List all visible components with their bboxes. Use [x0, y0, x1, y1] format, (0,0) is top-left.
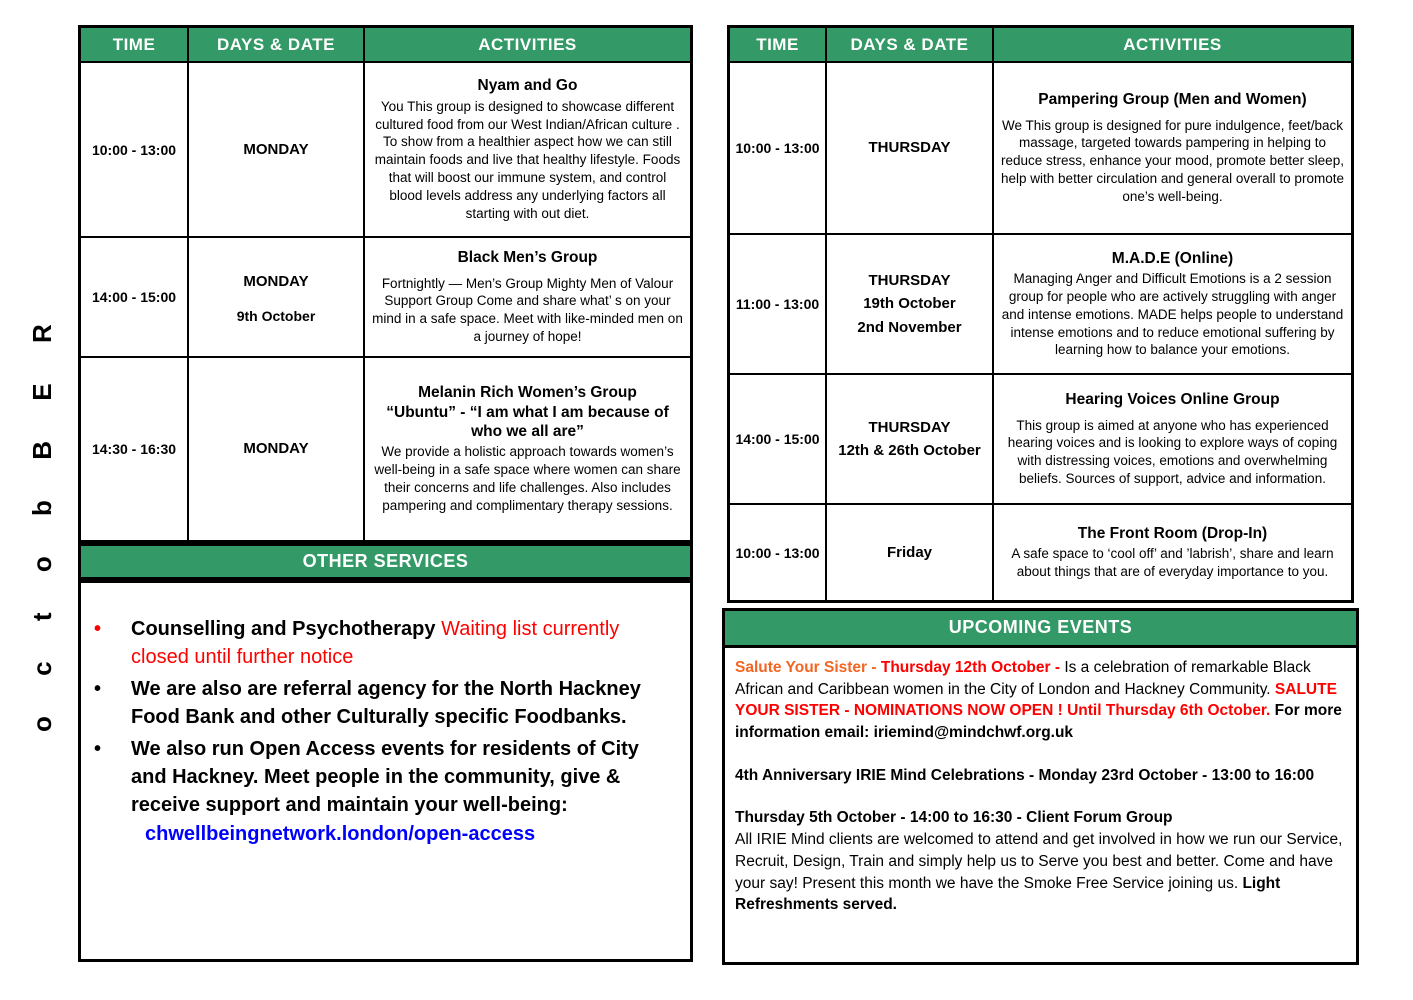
activity-title: The Front Room (Drop-In) [1077, 525, 1268, 542]
client-forum-title: Thursday 5th October - 14:00 to 16:30 - Client Forum Group [735, 809, 1173, 827]
bullet-open-access: • We also run Open Access events for residents of City and Hackney. Meet people in the community, give & receive support and maintain your well-being: [81, 735, 676, 820]
header-time: TIME [81, 28, 189, 63]
time-cell: 14:30 - 16:30 [81, 358, 189, 540]
time-cell: 14:00 - 15:00 [81, 238, 189, 358]
activity-body: We This group is designed for pure indulgence, feet/back massage, targeted towards pampering in helping to reduce stress, enhance your mood, promote better sleep, help with better circulation and general overall to promote one’s well-being. [1001, 117, 1344, 204]
activity-body: Fortnightly — Men’s Group Mighty Men of Valour Support Group Come and share what’ s on your mind in a safe space. Meet with like-minded men on a journey of hope! [372, 275, 683, 344]
refreshments-note: Light Refreshments served. [735, 874, 1281, 914]
activity-title: Nyam and Go [477, 77, 578, 95]
open-access-link-line [145, 823, 676, 846]
event-salute-your-sister [735, 657, 1344, 744]
activity-cell [994, 235, 1351, 375]
header-time: TIME [730, 28, 827, 63]
event-client-forum [735, 807, 1344, 915]
bullet-counselling [81, 615, 676, 672]
activity-body: Managing Anger and Difficult Emotions is a 2 session group for people who are actively struggling with anger and intense emotions. MADE helps people to understand intense emotions and to reduce emotional suffering by learning how to balance your emotions. [1001, 271, 1344, 358]
time-cell: 14:00 - 15:00 [730, 375, 827, 505]
activity-subtitle: “Ubuntu” - “I am what I am because of who we all are” [386, 403, 669, 441]
monday-schedule-table [78, 25, 693, 543]
day-cell: THURSDAY [827, 63, 994, 235]
waiting-list-notice: Waiting list currently closed until further notice [131, 618, 620, 669]
activity-title: Hearing Voices Online Group [1065, 391, 1280, 409]
activity-cell [365, 63, 690, 238]
thursday-friday-schedule-table [727, 25, 1354, 603]
salute-label: Salute Your Sister - [735, 659, 881, 676]
day-cell: MONDAY 9th October [189, 238, 365, 358]
vertical-month-label: octobBER [27, 283, 57, 733]
bullet-foodbank: • We are also are referral agency for the North Hackney Food Bank and other Culturally specific Foodbanks. [81, 675, 676, 732]
activity-title: Melanin Rich Women’s Group [418, 384, 637, 402]
upcoming-events-box [722, 608, 1359, 965]
other-services-box [78, 580, 693, 962]
day-cell: Friday [827, 505, 994, 600]
activity-cell [994, 375, 1351, 505]
upcoming-events-body [725, 648, 1356, 916]
open-access-link[interactable]: chwellbeingnetwork.london/open-access [145, 822, 536, 845]
event-anniversary: 4th Anniversary IRIE Mind Celebrations - Monday 23rd October - 13:00 to 16:00 [735, 766, 1315, 784]
upcoming-events-header: UPCOMING EVENTS [725, 611, 1356, 648]
activity-body: You This group is designed to showcase different cultured food from our West Indian/African culture . To show from a healthier aspect how we can still maintain foods and live that healthy lifestyle. Foods that will boost our immune system, and control blood levels address any underlying factors all starting with out diet. [374, 98, 681, 221]
activity-cell [365, 358, 690, 540]
activity-cell [365, 238, 690, 358]
bullet-counselling-label: Counselling and Psychotherapy [131, 618, 442, 640]
header-days-date: DAYS & DATE [827, 28, 994, 63]
activity-cell [994, 63, 1351, 235]
nominations-notice: SALUTE YOUR SISTER - NOMINATIONS NOW OPEN ! Until Thursday 6th October. [735, 680, 1337, 720]
day-cell: MONDAY [189, 63, 365, 238]
header-activities: ACTIVITIES [365, 28, 690, 63]
activity-body: A safe space to ‘cool off’ and ’labrish’, share and learn about things that are of everyday importance to you. [1011, 546, 1334, 580]
day-cell: THURSDAY 12th & 26th October [827, 375, 994, 505]
day-cell: THURSDAY 19th October 2nd November [827, 235, 994, 375]
time-cell: 10:00 - 13:00 [81, 63, 189, 238]
header-days-date: DAYS & DATE [189, 28, 365, 63]
activity-cell [994, 505, 1351, 600]
day-cell: MONDAY [189, 358, 365, 540]
salute-contact-email: For more information email: iriemind@mindchwf.org.uk [735, 702, 1342, 742]
salute-date: Thursday 12th October - [880, 659, 1065, 676]
header-activities: ACTIVITIES [994, 28, 1351, 63]
activity-body: We provide a holistic approach towards women’s well-being in a safe space where women can share their concerns and life challenges. Also includes pampering and complimentary therapy sessions. [374, 444, 681, 513]
activity-title: Pampering Group (Men and Women) [1038, 91, 1307, 109]
client-forum-description: All IRIE Mind clients are welcomed to attend and get involved in how we run our Service, Recruit, Design, Train and simply help us to Serve you best and better. Come and have your say! Present this month we have the Smoke Free Service joining us. [735, 831, 1343, 892]
activity-body: This group is aimed at anyone who has experienced hearing voices and is looking to explore ways of coping with distressing voices, emotions and overwhelming beliefs. Sources of support, advice and information. [1007, 417, 1338, 486]
activity-title: M.A.D.E (Online) [1111, 249, 1234, 267]
time-cell: 11:00 - 13:00 [730, 235, 827, 375]
time-cell: 10:00 - 13:00 [730, 505, 827, 600]
date-line: 9th October [236, 307, 316, 324]
salute-description: Is a celebration of remarkable Black African and Caribbean women in the City of London and Hackney Community. [735, 659, 1311, 698]
activity-title: Black Men’s Group [457, 249, 598, 267]
time-cell: 10:00 - 13:00 [730, 63, 827, 235]
other-services-header: OTHER SERVICES [78, 543, 693, 580]
